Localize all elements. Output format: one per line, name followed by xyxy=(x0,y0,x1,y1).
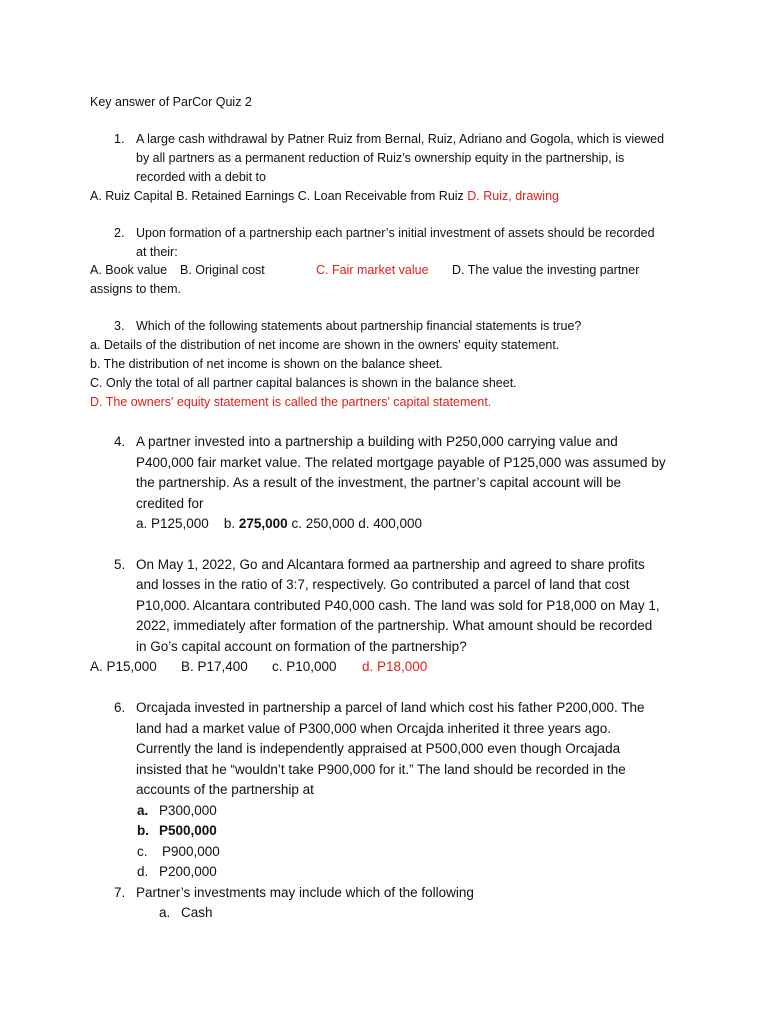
option-b-label: b. xyxy=(137,823,149,838)
options-text: A. Ruiz Capital B. Retained Earnings C. Loan Receivable from Ruiz xyxy=(90,189,464,203)
question-text-line: Currently the land is independently appraised at P500,000 even though Orcajada xyxy=(136,741,621,756)
question-text-line: and losses in the ratio of 3:7, respectively. Go contributed a parcel of land that cost xyxy=(136,577,630,592)
option-d: D. The value the investing partner xyxy=(452,263,640,277)
correct-answer: 275,000 xyxy=(238,516,288,531)
correct-answer: P500,000 xyxy=(159,823,217,838)
question-text-line: 2022, immediately after formation of the partnership. What amount should be recorded xyxy=(136,618,653,633)
question-text-line: A large cash withdrawal by Patner Ruiz from Bernal, Ruiz, Adriano and Gogola, which is viewed xyxy=(136,132,665,146)
option-c-label: c. xyxy=(137,844,148,859)
option-d-label: d. xyxy=(137,864,149,879)
question-text-line: at their: xyxy=(136,245,178,259)
option-a: P300,000 xyxy=(159,803,217,818)
option-a-label: a. xyxy=(159,905,171,920)
option-d-continued: assigns to them. xyxy=(90,282,182,296)
question-text-line: recorded with a debit to xyxy=(136,170,266,184)
question-number: 6. xyxy=(114,700,126,715)
question-text-line: A partner invested into a partnership a building with P250,000 carrying value and xyxy=(136,434,618,449)
option-c: P900,000 xyxy=(162,844,220,859)
question-number: 2. xyxy=(114,226,125,240)
question-number: 7. xyxy=(114,885,126,900)
correct-answer: D. Ruiz, drawing xyxy=(467,189,559,203)
option-c: c. P10,000 xyxy=(272,659,337,674)
answer-options xyxy=(136,517,422,531)
question-text-line: Partner’s investments may include which of the following xyxy=(136,885,474,900)
question-number: 3. xyxy=(114,319,125,333)
question-text-line: Orcajada invested in partnership a parcel of land which cost his father P200,000. The xyxy=(136,700,645,715)
option-b: B. P17,400 xyxy=(181,659,248,674)
option-a: A. P15,000 xyxy=(90,659,157,674)
question-text-line: by all partners as a permanent reduction of Ruiz’s ownership equity in the partnership, is xyxy=(136,151,625,165)
question-number: 1. xyxy=(114,132,125,146)
option-a-label: a. xyxy=(137,803,149,818)
correct-answer: d. P18,000 xyxy=(362,659,428,674)
question-text-line: accounts of the partnership at xyxy=(136,782,314,797)
answer-options xyxy=(90,190,559,203)
question-text-line: land had a market value of P300,000 when Orcajda inherited it three years ago. xyxy=(136,721,612,736)
option-a: a. Details of the distribution of net income are shown in the owners' equity statement. xyxy=(90,338,560,352)
correct-answer: D. The owners' equity statement is called the partners' capital statement. xyxy=(90,395,492,409)
question-text-line: Which of the following statements about partnership financial statements is true? xyxy=(136,319,582,333)
option-c-d: c. 250,000 d. 400,000 xyxy=(291,516,423,531)
question-text-line: Upon formation of a partnership each partner’s initial investment of assets should be recorded xyxy=(136,226,655,240)
question-number: 5. xyxy=(114,557,126,572)
document-title: Key answer of ParCor Quiz 2 xyxy=(90,95,252,109)
question-text-line: in Go’s capital account on formation of the partnership? xyxy=(136,639,467,654)
option-a: A. Book value xyxy=(90,263,168,277)
question-text-line: P10,000. Alcantara contributed P40,000 cash. The land was sold for P18,000 on May 1, xyxy=(136,598,660,613)
question-text-line: insisted that he “wouldn’t take P900,000 for it.” The land should be recorded in the xyxy=(136,762,626,777)
question-text-line: the partnership. As a result of the investment, the partner’s capital account will be xyxy=(136,475,622,490)
option-b: b. The distribution of net income is shown on the balance sheet. xyxy=(90,357,443,371)
option-a: a. P125,000 xyxy=(136,516,209,531)
correct-answer: C. Fair market value xyxy=(316,263,429,277)
option-c: C. Only the total of all partner capital balances is shown in the balance sheet. xyxy=(90,376,517,390)
question-text-line: On May 1, 2022, Go and Alcantara formed aa partnership and agreed to share profits xyxy=(136,557,645,572)
option-b-label: b. xyxy=(223,516,236,531)
question-text-line: credited for xyxy=(136,496,204,511)
option-a: Cash xyxy=(181,905,213,920)
option-b: B. Original cost xyxy=(180,263,265,277)
question-text-line: P400,000 fair market value. The related mortgage payable of P125,000 was assumed by xyxy=(136,455,666,470)
option-d: P200,000 xyxy=(159,864,217,879)
question-number: 4. xyxy=(114,434,126,449)
